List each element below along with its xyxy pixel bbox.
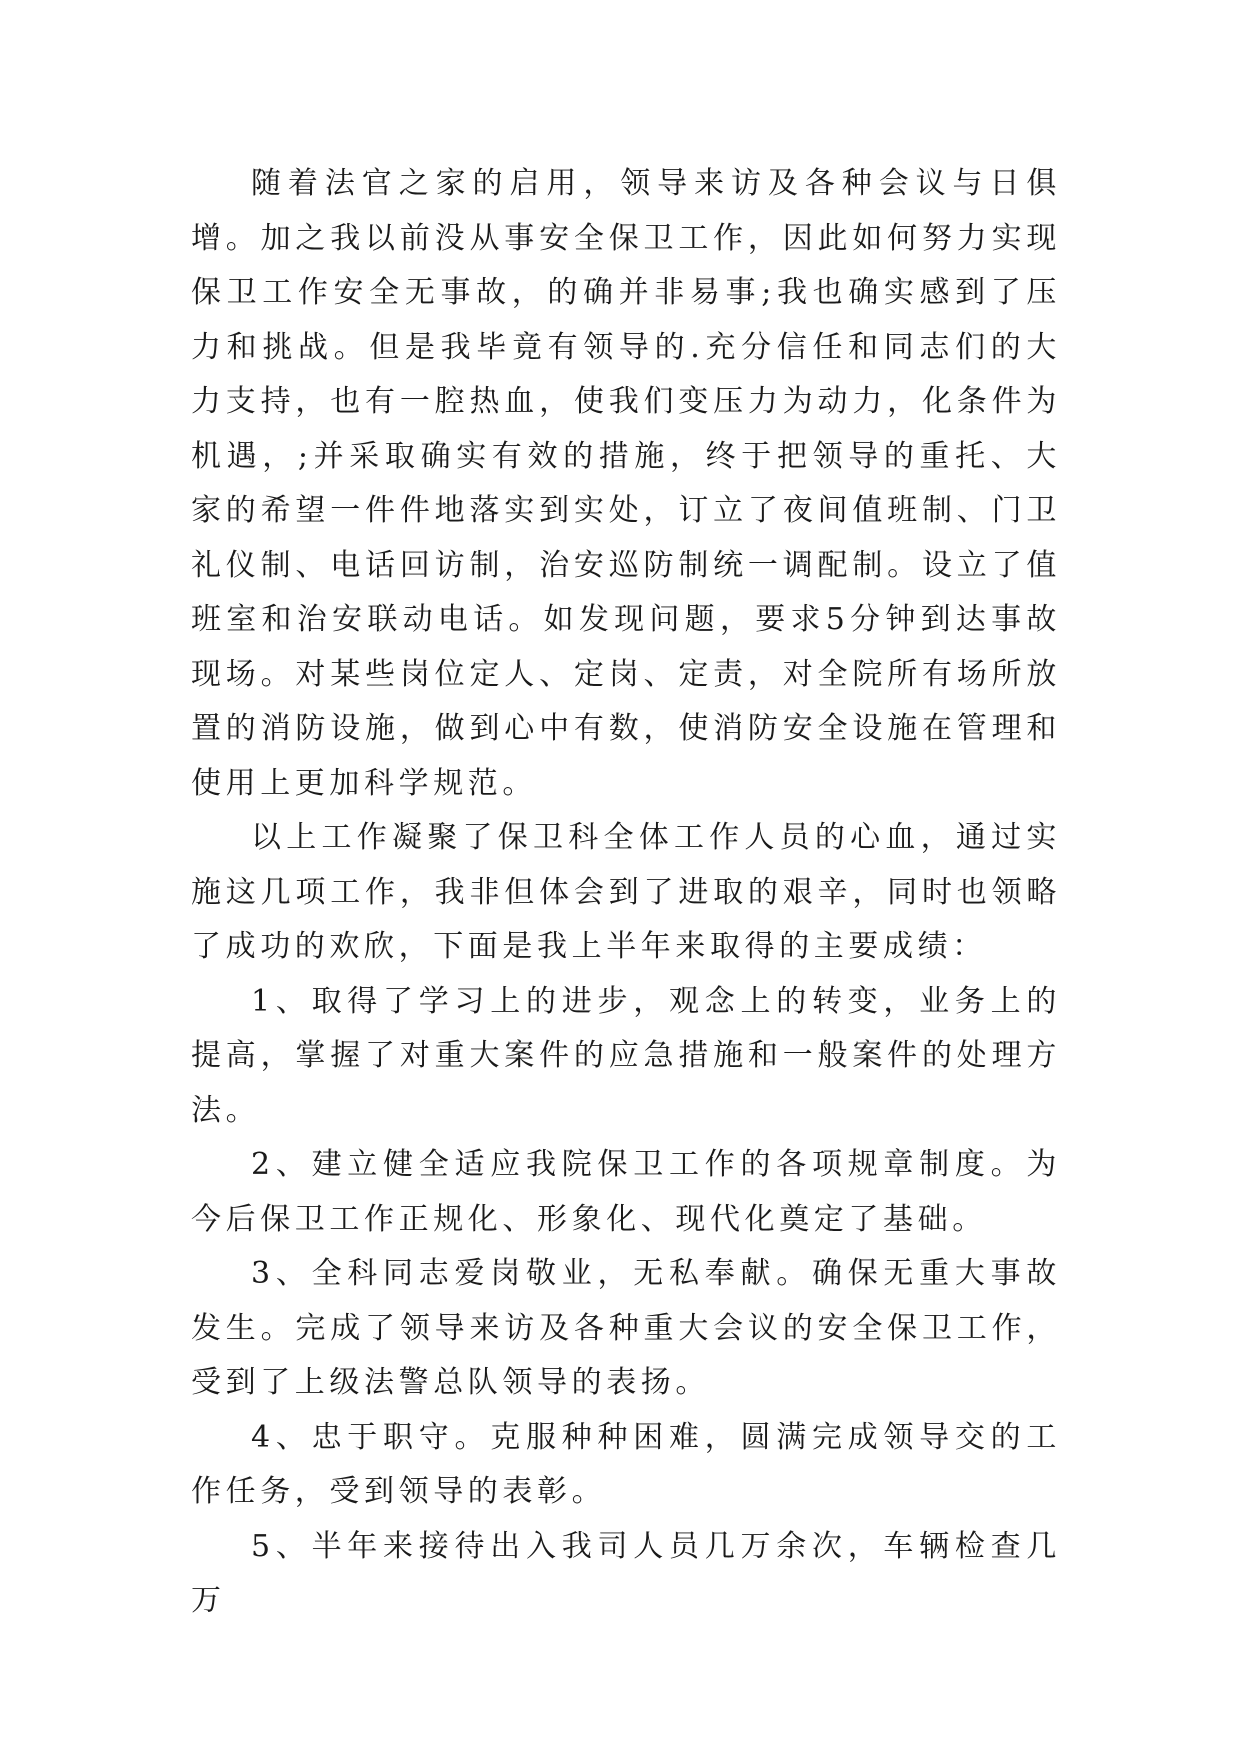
paragraph-summary: 以上工作凝聚了保卫科全体工作人员的心血，通过实施这几项工作，我非但体会到了进取的艰辛，同时也领略了成功的欢欣，下面是我上半年来取得的主要成绩：: [191, 820, 1061, 964]
document-page: [191, 157, 1061, 1629]
paragraph-item-3: 3、全科同志爱岗敬业，无私奉献。确保无重大事故发生。完成了领导来访及各种重大会议的安全保卫工作，受到了上级法警总队领导的表扬。: [191, 1256, 1061, 1400]
paragraph-item-2: 2、建立健全适应我院保卫工作的各项规章制度。为今后保卫工作正规化、形象化、现代化奠定了基础。: [191, 1147, 1061, 1237]
paragraph-intro: 随着法官之家的启用，领导来访及各种会议与日俱增。加之我以前没从事安全保卫工作，因此如何努力实现保卫工作安全无事故，的确并非易事;我也确实感到了压力和挑战。但是我毕竟有领导的.充分信任和同志们的大力支持，也有一腔热血，使我们变压力为动力，化条件为机遇，;并采取确实有效的措施，终于把领导的重托、大家的希望一件件地落实到实处，订立了夜间值班制、门卫礼仪制、电话回访制，治安巡防制统一调配制。设立了值班室和治安联动电话。如发现问题，要求5分钟到达事故现场。对某些岗位定人、定岗、定责，对全院所有场所放置的消防设施，做到心中有数，使消防安全设施在管理和使用上更加科学规范。: [191, 166, 1061, 801]
paragraph-item-4: 4、忠于职守。克服种种困难，圆满完成领导交的工作任务，受到领导的表彰。: [191, 1419, 1061, 1509]
paragraph-item-1: 1、取得了学习上的进步，观念上的转变，业务上的提高，掌握了对重大案件的应急措施和一般案件的处理方法。: [191, 983, 1061, 1128]
paragraph-item-5: 5、半年来接待出入我司人员几万余次，车辆检查几万: [191, 1528, 1061, 1618]
